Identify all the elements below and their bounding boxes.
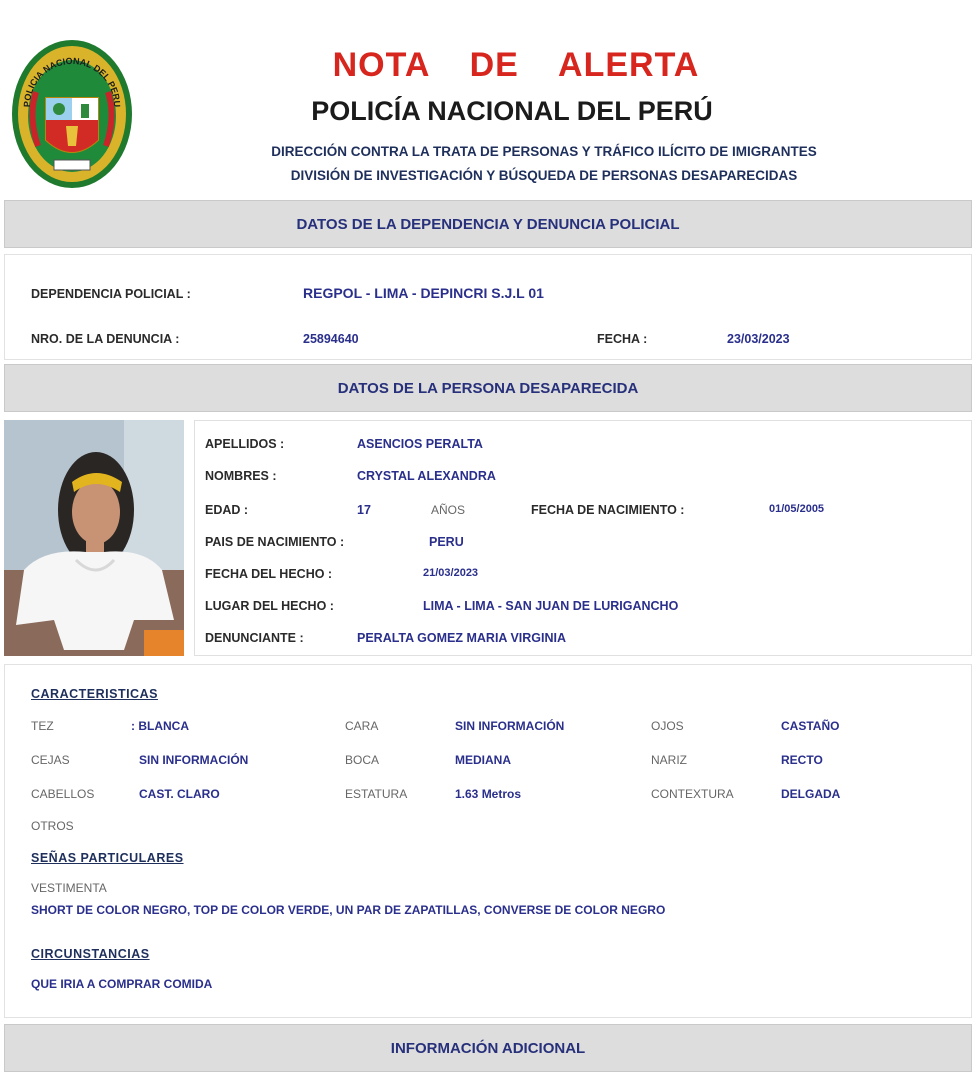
fecha-label: FECHA : (597, 332, 648, 346)
fecha-nacimiento-value: 01/05/2005 (769, 503, 825, 515)
nariz-label: NARIZ (651, 753, 687, 767)
cabellos-value: CAST. CLARO (139, 787, 220, 801)
document-header (0, 0, 976, 196)
cejas-label: CEJAS (31, 753, 70, 767)
nariz-value: RECTO (781, 753, 823, 767)
pais-nacimiento-value: PERU (429, 535, 464, 549)
denunciante-label: DENUNCIANTE : (205, 631, 304, 645)
estatura-value: 1.63 Metros (455, 787, 522, 801)
denuncia-number-value: 25894640 (303, 332, 359, 346)
denuncia-number-label: NRO. DE LA DENUNCIA : (31, 332, 180, 346)
fecha-value: 23/03/2023 (727, 332, 790, 346)
tez-label: TEZ (31, 719, 54, 733)
apellidos-value: ASENCIOS PERALTA (357, 437, 483, 451)
missing-person-photo (4, 420, 184, 656)
vestimenta-label: VESTIMENTA (31, 881, 107, 895)
dependencia-value: REGPOL - LIMA - DEPINCRI S.J.L 01 (303, 285, 544, 301)
details-panel (4, 664, 972, 1018)
section-header-adicional: INFORMACIÓN ADICIONAL (4, 1024, 972, 1072)
dependencia-panel (4, 254, 972, 360)
fecha-hecho-value: 21/03/2023 (423, 567, 479, 579)
cara-label: CARA (345, 719, 379, 733)
person-info-panel (194, 420, 972, 656)
denunciante-value: PERALTA GOMEZ MARIA VIRGINIA (357, 631, 567, 645)
division-name: DIVISIÓN DE INVESTIGACIÓN Y BÚSQUEDA DE PERSONAS DESAPARECIDAS (290, 168, 798, 183)
cara-value: SIN INFORMACIÓN (455, 719, 565, 733)
nombres-value: CRYSTAL ALEXANDRA (357, 469, 496, 483)
contextura-value: DELGADA (781, 787, 841, 801)
boca-value: MEDIANA (455, 753, 511, 767)
nombres-label: NOMBRES : (205, 469, 277, 483)
cabellos-label: CABELLOS (31, 787, 95, 801)
boca-label: BOCA (345, 753, 380, 767)
fecha-nacimiento-label: FECHA DE NACIMIENTO : (531, 503, 685, 517)
apellidos-label: APELLIDOS : (205, 437, 285, 451)
edad-label: EDAD : (205, 503, 249, 517)
estatura-label: ESTATURA (345, 787, 408, 801)
ojos-label: OJOS (651, 719, 684, 733)
direction-name: DIRECCIÓN CONTRA LA TRATA DE PERSONAS Y TRÁFICO ILÍCITO DE IMIGRANTES (271, 144, 817, 159)
section-header-dependencia: DATOS DE LA DEPENDENCIA Y DENUNCIA POLICIAL (4, 200, 972, 248)
vestimenta-value: SHORT DE COLOR NEGRO, TOP DE COLOR VERDE, UN PAR DE ZAPATILLAS, CONVERSE DE COLOR NEGRO (31, 903, 666, 917)
anios-label: AÑOS (431, 503, 466, 517)
ojos-value: CASTAÑO (781, 719, 840, 733)
circunstancias-value: QUE IRIA A COMPRAR COMIDA (31, 977, 213, 991)
edad-value: 17 (357, 503, 371, 517)
pais-nacimiento-label: PAIS DE NACIMIENTO : (205, 535, 345, 549)
contextura-label: CONTEXTURA (651, 787, 734, 801)
section-header-persona: DATOS DE LA PERSONA DESAPARECIDA (4, 364, 972, 412)
otros-label: OTROS (31, 819, 74, 833)
caracteristicas-title: CARACTERISTICAS (31, 687, 158, 701)
dependencia-label: DEPENDENCIA POLICIAL : (31, 287, 191, 301)
svg-text:POLICIA NACIONAL DEL PERU: POLICIA NACIONAL DEL PERU (21, 55, 123, 108)
tez-value: : BLANCA (131, 719, 189, 733)
institution-name: POLICÍA NACIONAL DEL PERÚ (311, 96, 713, 126)
circunstancias-title: CIRCUNSTANCIAS (31, 947, 150, 961)
cejas-value: SIN INFORMACIÓN (139, 753, 249, 767)
senas-title: SEÑAS PARTICULARES (31, 851, 184, 865)
lugar-hecho-label: LUGAR DEL HECHO : (205, 599, 334, 613)
lugar-hecho-value: LIMA - LIMA - SAN JUAN DE LURIGANCHO (423, 599, 679, 613)
fecha-hecho-label: FECHA DEL HECHO : (205, 567, 333, 581)
document-title: NOTA DE ALERTA (332, 46, 700, 84)
